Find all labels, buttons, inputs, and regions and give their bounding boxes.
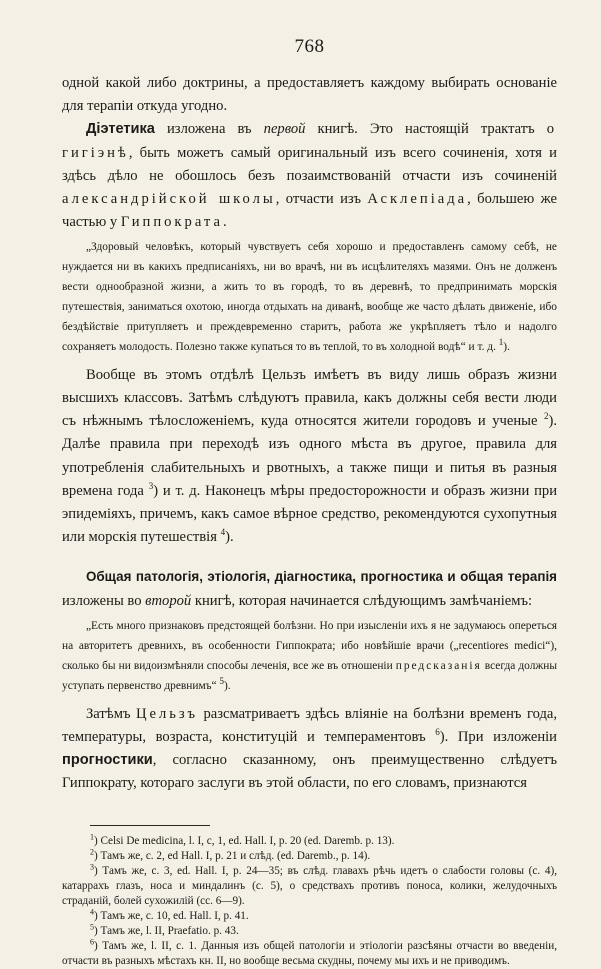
- footnote-number: 4: [90, 907, 94, 917]
- footnote-text: ) Тамъ же, l. II, c. 1. Данныя изъ общей патологiи и этiологiи разсѣяны отчасти во введенiи, отчасти въ разныхъ мѣстахъ кн. II, но вообще весьма скудны, почему мы ихъ и не приводимъ.: [62, 940, 557, 968]
- text-fragment: ) и т. д. Наконецъ мѣры предосторожности и образъ жизни при эпидемiяхъ, причемъ, какъ самое вѣрное средство, рекомендуются сухопутныя или морскiя путешествiя: [62, 482, 558, 546]
- footnote-number: 3: [90, 862, 94, 872]
- footnote-number: 1: [90, 832, 94, 842]
- footnote-ref[interactable]: 3: [148, 481, 154, 492]
- text-fragment: „Есть много признаковъ предстоящей болѣзни. Но при изысленiи ихъ я не задумаюсь опереться на авторитетъ древнихъ, въ особенности Гиппократа; ибо новѣйшiе врачи („recentiores medici“), сколько бы ни видоизмѣняли способы леченiя, все же въ отношенiи: [62, 619, 557, 672]
- text-fragment: , большею же частью у: [62, 191, 557, 231]
- text-fragment: .: [222, 214, 227, 231]
- text-fragment: всегда должны уступать первенство древнимъ“: [62, 659, 557, 692]
- emphasis-first: первой: [263, 121, 306, 138]
- page-number: 768: [294, 36, 325, 57]
- paragraph-1: [62, 72, 557, 118]
- spaced-celsus: Цельзъ: [135, 705, 198, 722]
- text-fragment: , согласно сказанному, онъ преимущественно слѣдуетъ Гиппократу, котораго заслуги въ этой области, по его словамъ, признаются: [62, 751, 557, 792]
- text-fragment: ).: [223, 679, 231, 692]
- footnote-3: [62, 864, 557, 909]
- footnote-ref[interactable]: 4: [220, 527, 226, 538]
- footnote-1: [62, 834, 557, 849]
- footnote-ref[interactable]: 1: [498, 337, 504, 348]
- footnote-text: ) Тамъ же, c. 3, ed. Hall. I, p. 24—35; въ слѣд. главахъ рѣчь идетъ о слабости головы (c. 4), катаррахъ глазъ, носа и миндалинъ (c. 5), о средствахъ противъ поноса, колики, желудочныхъ страданiй, болей сухожилiй (cc. 6—9).: [62, 865, 557, 908]
- text-fragment: книгѣ. Это настоящiй трактатъ: [305, 121, 547, 138]
- text-fragment: изложены во: [62, 592, 146, 609]
- footnote-text: ) Тамъ же, c. 10, ed. Hall. I, p. 41.: [94, 910, 249, 923]
- term-general-pathology: Общая патологiя, этiологiя, дiагностика, прогностика и общая терапiя: [86, 569, 557, 585]
- footnote-2: [62, 849, 557, 864]
- spaced-prediction: предсказанiя: [395, 659, 482, 672]
- paragraph-4: [62, 703, 557, 796]
- text-fragment: Вообще въ этомъ отдѣлѣ Цельзъ имѣетъ въ виду лишь образъ жизни высшихъ классовъ. Затѣмъ слѣдуютъ правила, какъ должны себя вести люди съ нѣжнымъ тѣлосложенiемъ, куда относятся жители городовъ и ученые: [62, 366, 557, 430]
- footnote-text: ) Тамъ же, c. 2, ed Hall. I, p. 21 и слѣд. (ed. Daremb., p. 14).: [94, 850, 371, 863]
- paragraph-3: [62, 364, 557, 550]
- paragraph-1-text: одной какой либо доктрины, а предоставляетъ каждому выбирать основанiе для терапiи откуда угодно.: [62, 75, 557, 115]
- footnote-text: ) Тамъ же, l. II, Praefatio. p. 43.: [94, 925, 239, 938]
- footnote-6: [62, 939, 557, 969]
- section-general-pathology: [62, 565, 557, 612]
- section-gap: [62, 549, 557, 565]
- spaced-hippocrates: Гиппократа: [120, 214, 223, 231]
- text-fragment: Затѣмъ: [86, 705, 136, 722]
- footnote-ref[interactable]: 2: [543, 411, 549, 422]
- text-fragment: ).: [225, 529, 234, 546]
- spaced-hygiene: о гигiэнѣ: [62, 121, 558, 161]
- footnote-number: 6: [90, 937, 94, 947]
- footnotes: [62, 834, 557, 969]
- footnote-4: [62, 909, 557, 924]
- term-dietetics: Дiэтетика: [86, 121, 155, 138]
- text-fragment: , отчасти изъ: [275, 191, 368, 208]
- text-fragment: ). Далѣе правила при переходѣ изъ одного мѣста въ другое, правила для употребленiя слабительныхъ и рвотныхъ, а также пищи и питья въ разныя времена года: [62, 413, 557, 499]
- emphasis-second: второй: [145, 592, 192, 609]
- footnote-ref[interactable]: 5: [219, 675, 224, 686]
- text-fragment: разсматриваетъ здѣсь влiянiе на болѣзни временъ года, температуры, возраста, конституцiй и темпераментовъ: [62, 705, 557, 745]
- text-fragment: изложена въ: [154, 121, 264, 138]
- text-fragment: , быть можетъ самый оригинальный изъ всего сочиненiя, хотя и здѣсь дѣло не обошлось безъ позаимствованiй отчасти изъ сочиненiй: [62, 144, 557, 184]
- spaced-asclepiades: Асклепiада: [367, 191, 468, 208]
- spaced-alexandrian-school: александрiйской школы: [62, 191, 276, 208]
- text-fragment: ).: [503, 340, 510, 353]
- footnote-number: 5: [90, 922, 94, 932]
- term-prognostics: прогностики: [62, 751, 153, 768]
- footnote-5: [62, 924, 557, 939]
- footnote-divider: [90, 825, 210, 826]
- quote-2: [62, 617, 557, 697]
- footnote-text: ) Celsi De medicina, l. I, c, 1, ed. Hall. I, p. 20 (ed. Daremb. p. 13).: [94, 835, 395, 848]
- footnote-number: 2: [90, 847, 94, 857]
- text-fragment: ). При изложенiи: [439, 728, 557, 745]
- paragraph-dietetics: [62, 118, 557, 234]
- text-fragment: книгѣ, которая начинается слѣдующимъ замѣчанiемъ:: [191, 592, 533, 609]
- footnote-ref[interactable]: 6: [435, 726, 440, 737]
- quote-1-text: „Здоровый человѣкъ, который чувствуетъ себя хорошо и предоставленъ самому себѣ, не нуждается ни въ какихъ предписанiяхъ, ни во врачѣ, ни въ исцѣлителяхъ мазями. Онъ не долженъ вести однообразной жизни, а жить то въ городѣ, то въ деревнѣ, то предпринимать морскiя путешествiя, заниматься охотою, иногда отдыхать на диванѣ, вообще же часто дѣлать движенiе, ибо бездѣйствiе притупляетъ и преждевременно старитъ, работа же укрѣпляетъ тѣло и надолго сохраняетъ молодость. Полезно также купаться то въ теплой, то въ холодной водѣ“ и т. д.: [62, 241, 557, 353]
- quote-1: [62, 238, 557, 357]
